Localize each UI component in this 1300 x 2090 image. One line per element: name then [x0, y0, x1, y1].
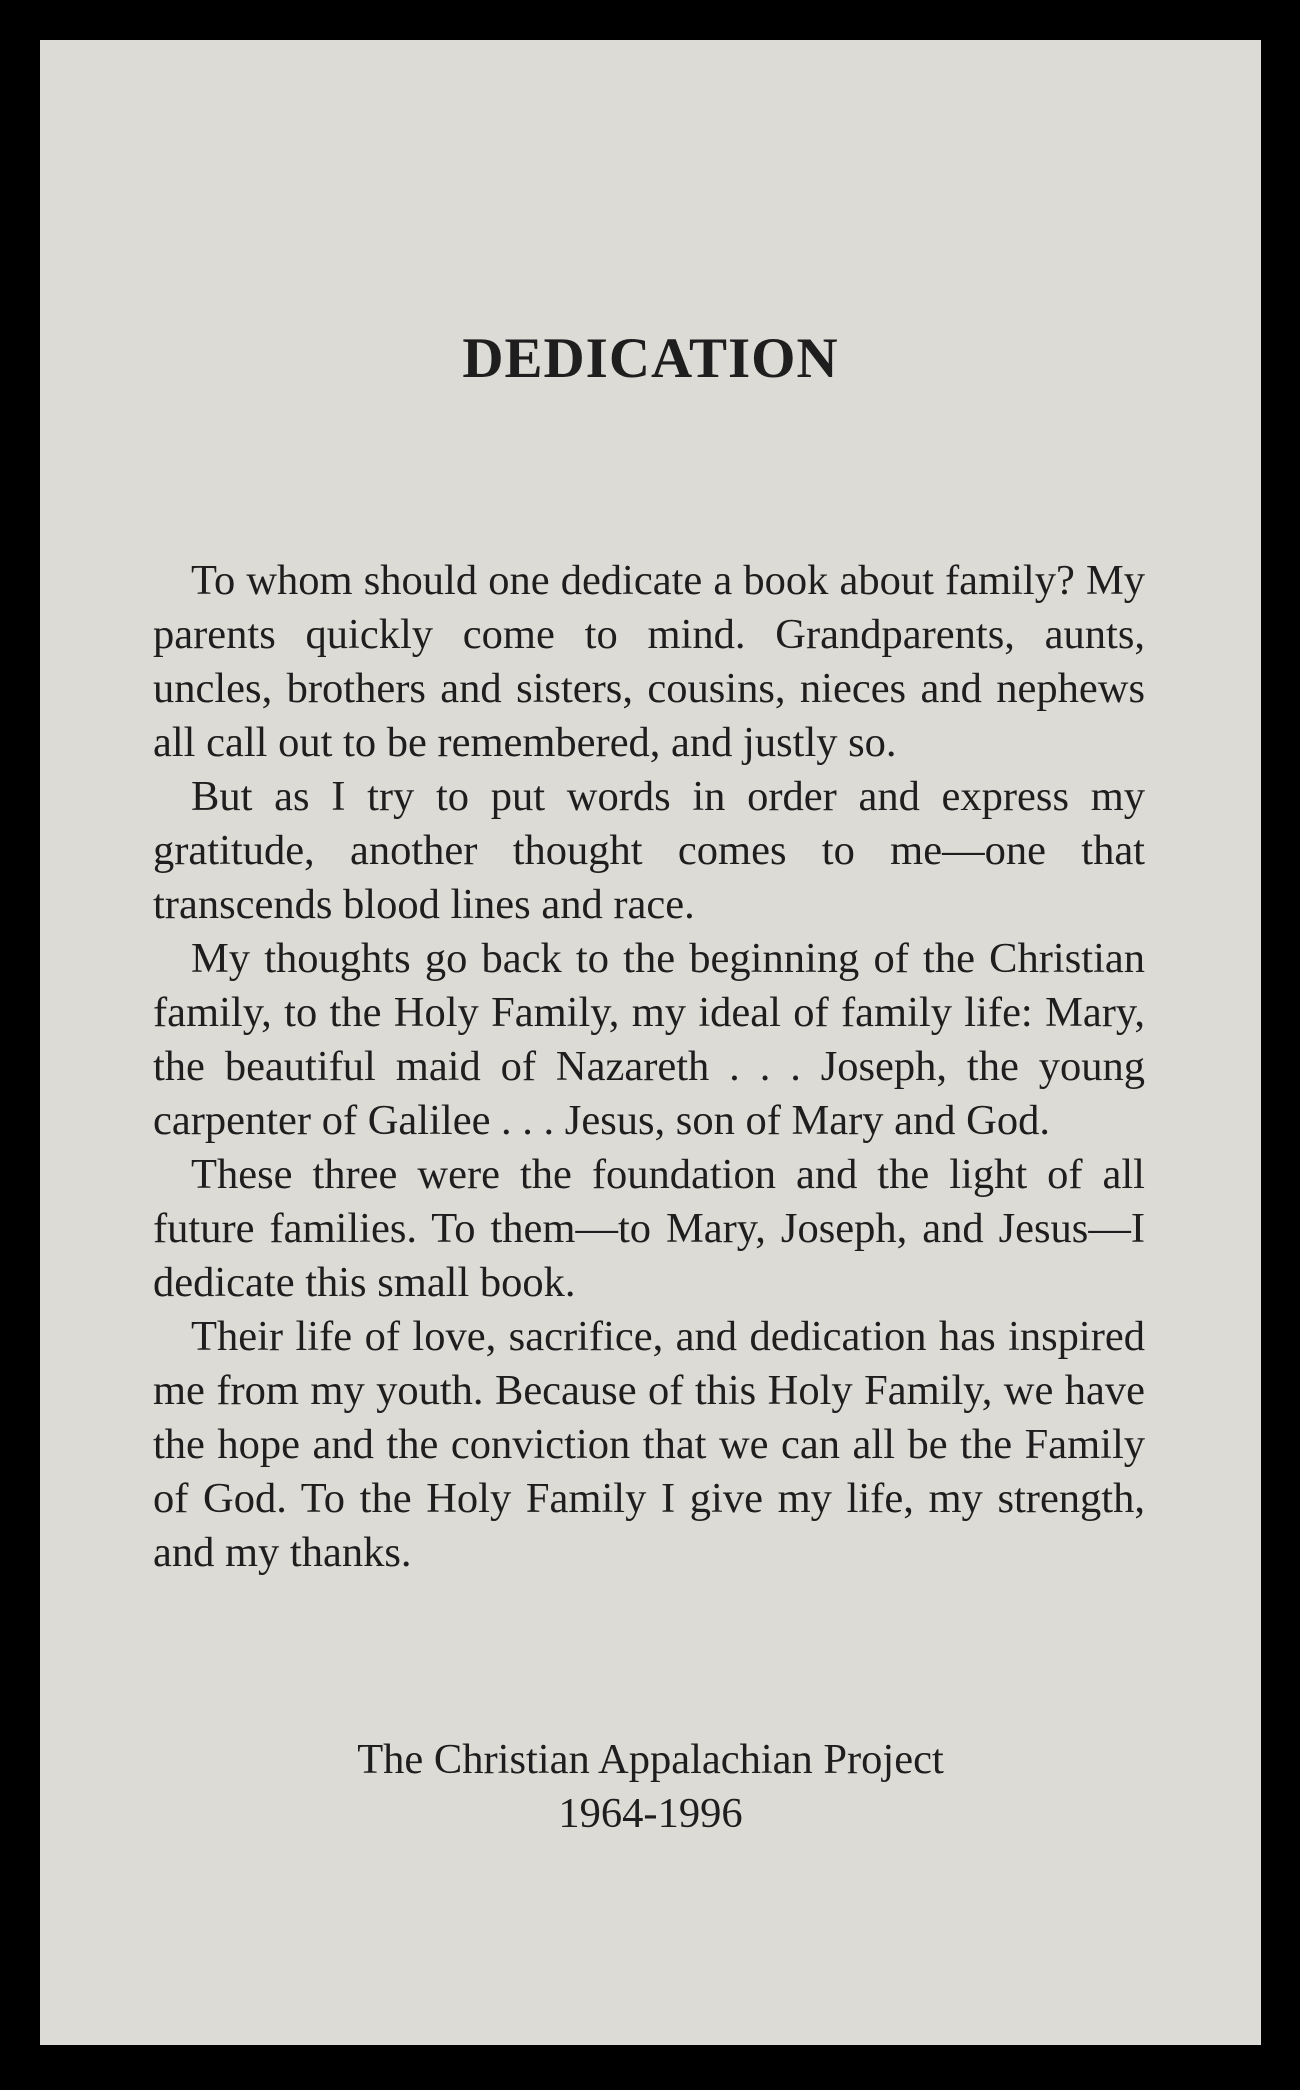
page-title: DEDICATION: [462, 327, 839, 390]
paragraph-4: These three were the foundation and the light of all future families. To them—to Mary, Joseph, and Jesus—I dedicate this small book.: [153, 1151, 1145, 1306]
paragraph-5: Their life of love, sacrifice, and dedication has inspired me from my youth. Because of this Holy Family, we have the hope and the conviction that we can all be the Family of God. To the Holy Family I give my life, my strength, and my thanks.: [153, 1313, 1145, 1576]
paragraph-1: To whom should one dedicate a book about family? My parents quickly come to mind. Grandparents, aunts, uncles, brothers and sisters, cousins, nieces and nephews all call out to be remembered, and justly so.: [153, 557, 1145, 766]
paragraph-3: My thoughts go back to the beginning of the Christian family, to the Holy Family, my ideal of family life: Mary, the beautiful maid of Nazareth . . . Joseph, the young carpenter of Galilee . . . Jesus, son of Mary and God.: [153, 935, 1145, 1144]
dedication-body: [153, 554, 1145, 1580]
signature-block: [40, 1733, 1261, 1841]
book-page: [40, 40, 1261, 2045]
paragraph-2: But as I try to put words in order and express my gratitude, another thought comes to me—one that transcends blood lines and race.: [153, 773, 1145, 928]
organization-name: The Christian Appalachian Project: [357, 1736, 944, 1783]
year-range: 1964-1996: [558, 1790, 743, 1837]
